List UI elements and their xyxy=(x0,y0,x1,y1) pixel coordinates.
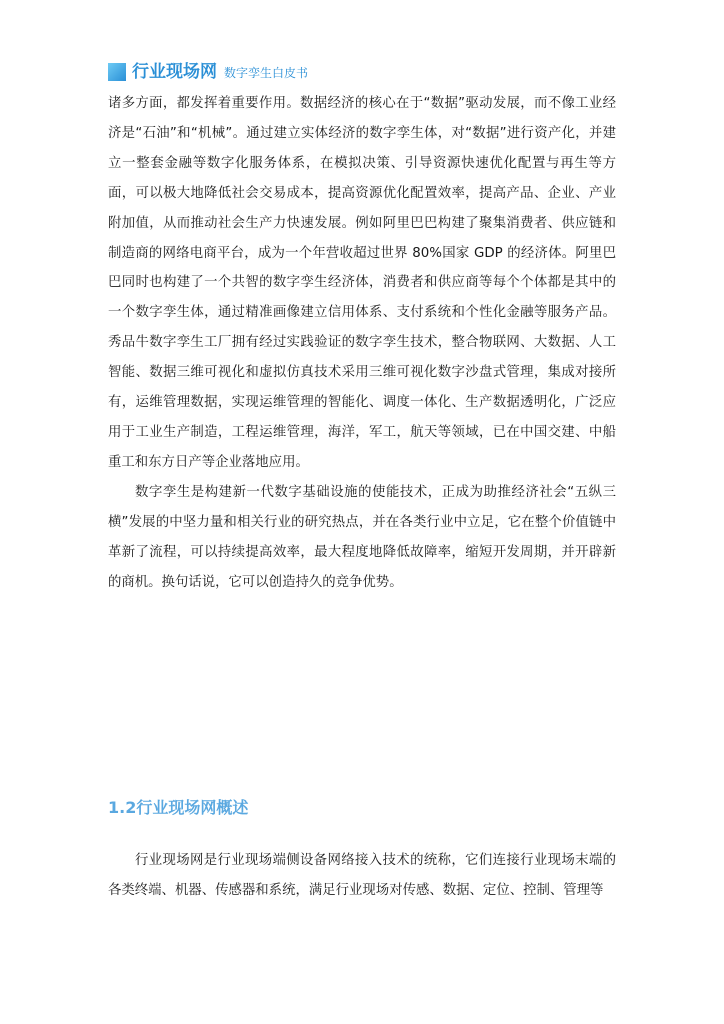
section-heading: 1.2行业现场网概述 xyxy=(108,798,249,817)
body-content xyxy=(108,89,616,597)
brand-logo-icon xyxy=(108,63,126,81)
paragraph-1: 诸多方面，都发挥着重要作用。数据经济的核心在于“数据”驱动发展，而不像工业经济是“石油”和“机械”。通过建立实体经济的数字孪生体，对“数据”进行资产化，并建立一整套金融等数字化服务体系，在模拟决策、引导资源快速优化配置与再生等方面，可以极大地降低社会交易成本，提高资源优化配置效率，提高产品、企业、产业附加值，从而推动社会生产力快速发展。例如阿里巴巴构建了聚集消费者、供应链和制造商的网络电商平台，成为一个年营收超过世界 80%国家 GDP 的经济体。阿里巴巴同时也构建了一个共智的数字孪生经济体，消费者和供应商等每个个体都是其中的一个数字孪生体，通过精准画像建立信用体系、支付系统和个性化金融等服务产品。秀品牛数字孪生工厂拥有经过实践验证的数字孪生技术，整合物联网、大数据、人工智能、数据三维可视化和虚拟仿真技术采用三维可视化数字沙盘式管理，集成对接所有，运维管理数据，实现运维管理的智能化、调度一体化、生产数据透明化，广泛应用于工业生产制造，工程运维管理，海洋，军工，航天等领域，已在中国交建、中船重工和东方日产等企业落地应用。 xyxy=(108,96,616,470)
section-body xyxy=(108,846,616,906)
document-subtitle: 数字孪生白皮书 xyxy=(224,66,309,80)
paragraph-2: 数字孪生是构建新一代数字基础设施的使能技术，正成为助推经济社会“五纵三横”发展的中坚力量和相关行业的研究热点，并在各类行业中立足，它在整个价值链中革新了流程，可以持续提高效率，最大程度地降低故障率，缩短开发周期，并开辟新的商机。换句话说，它可以创造持久的竞争优势。 xyxy=(108,484,616,590)
paragraph-3: 行业现场网是行业现场端侧设备网络接入技术的统称，它们连接行业现场末端的各类终端、机器、传感器和系统，满足行业现场对传感、数据、定位、控制、管理等 xyxy=(108,853,616,898)
brand-name: 行业现场网 xyxy=(132,62,217,82)
page-header xyxy=(108,60,308,82)
